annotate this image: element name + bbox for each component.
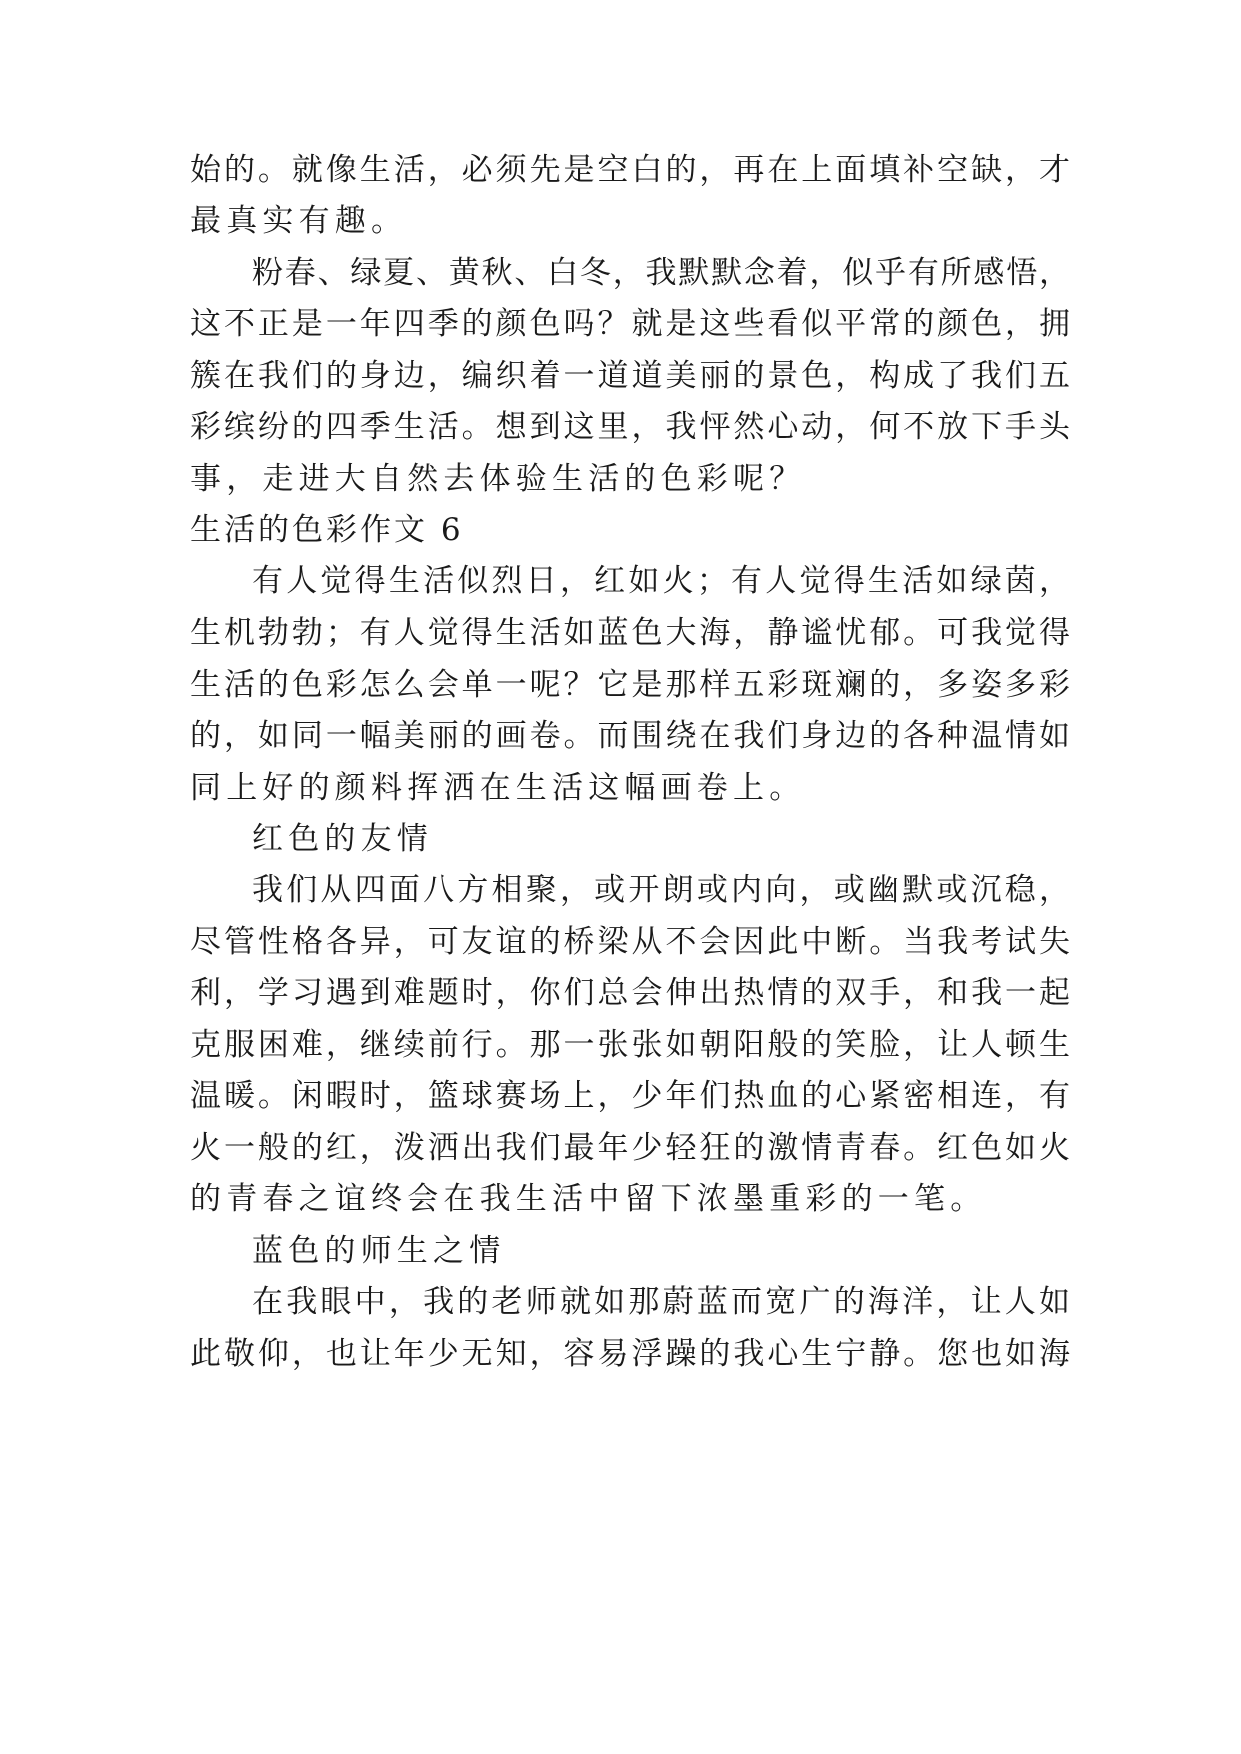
text-line: 粉春、绿夏、黄秋、白冬，我默默念着，似乎有所感悟， (252, 255, 1070, 291)
text-line: 最真实有趣。 (190, 203, 408, 239)
text-line: 的青春之谊终会在我生活中留下浓墨重彩的一笔。 (190, 1181, 987, 1217)
text-line: 尽管性格各异，可友谊的桥梁从不会因此中断。当我考试失 (190, 924, 1070, 960)
text-line: 克服困难，继续前行。那一张张如朝阳般的笑脸，让人顿生 (190, 1027, 1070, 1063)
text-line: 火一般的红，泼洒出我们最年少轻狂的激情青春。红色如火 (190, 1130, 1070, 1166)
text-line: 事，走进大自然去体验生活的色彩呢？ (190, 461, 806, 497)
text-line: 温暖。闲暇时，篮球赛场上，少年们热血的心紧密相连，有 (190, 1078, 1070, 1114)
text-line: 有人觉得生活似烈日，红如火；有人觉得生活如绿茵， (252, 563, 1070, 599)
text-line: 簇在我们的身边，编织着一道道美丽的景色，构成了我们五 (190, 358, 1070, 394)
text-line: 生机勃勃；有人觉得生活如蓝色大海，静谧忧郁。可我觉得 (190, 615, 1070, 651)
text-line: 此敬仰，也让年少无知，容易浮躁的我心生宁静。您也如海 (190, 1336, 1070, 1372)
section-heading: 生活的色彩作文 6 (190, 512, 464, 548)
text-line: 我们从四面八方相聚，或开朗或内向，或幽默或沉稳， (252, 872, 1070, 908)
text-line: 在我眼中，我的老师就如那蔚蓝而宽广的海洋，让人如 (252, 1284, 1070, 1320)
text-line: 利，学习遇到难题时，你们总会伸出热情的双手，和我一起 (190, 975, 1070, 1011)
subsection-heading: 红色的友情 (252, 821, 433, 857)
text-line: 生活的色彩怎么会单一呢？它是那样五彩斑斓的，多姿多彩 (190, 667, 1070, 703)
text-line: 彩缤纷的四季生活。想到这里，我怦然心动，何不放下手头 (190, 409, 1070, 445)
text-line: 同上好的颜料挥洒在生活这幅画卷上。 (190, 770, 806, 806)
text-line: 这不正是一年四季的颜色吗？就是这些看似平常的颜色，拥 (190, 306, 1070, 342)
text-line: 的，如同一幅美丽的画卷。而围绕在我们身边的各种温情如 (190, 718, 1070, 754)
subsection-heading: 蓝色的师生之情 (252, 1233, 506, 1269)
text-line: 始的。就像生活，必须先是空白的，再在上面填补空缺，才 (190, 152, 1070, 188)
